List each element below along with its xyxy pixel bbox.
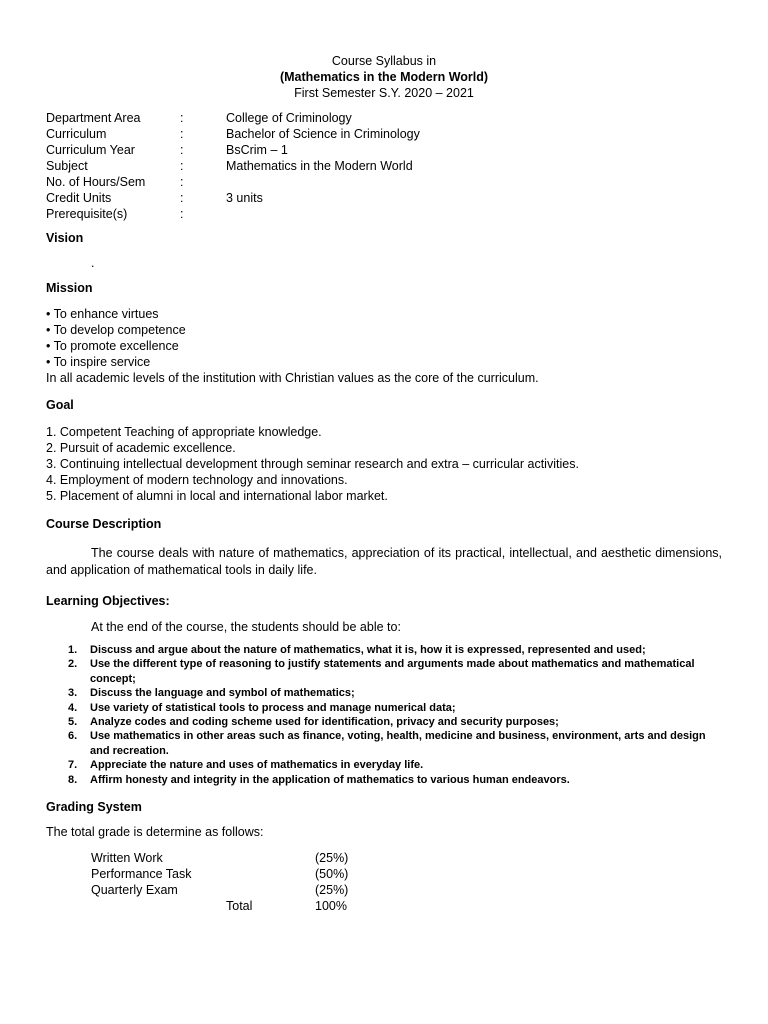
- objective-text: Use mathematics in other areas such as finance, voting, health, medicine and business, environment, arts and design and recreation.: [90, 730, 706, 757]
- header-line-1: Course Syllabus in: [331, 54, 437, 68]
- info-label-hours: No. of Hours/Sem: [46, 175, 146, 189]
- info-value-curriculum: Bachelor of Science in Criminology: [226, 127, 420, 141]
- course-description-text: The course deals with nature of mathematics, appreciation of its practical, intellectual, and aesthetic dimensions, and application of mathematical tools in daily life.: [46, 546, 722, 577]
- grading-intro: The total grade is determine as follows:: [46, 825, 264, 839]
- objective-item: [68, 643, 718, 657]
- objective-item: [68, 715, 718, 729]
- objective-item: [68, 729, 718, 758]
- goal-item: 5. Placement of alumni in local and international labor market.: [46, 489, 388, 503]
- objective-text: Discuss and argue about the nature of mathematics, what it is, how it is expressed, represented and used;: [90, 644, 646, 656]
- mission-bullet: • To promote excellence: [46, 339, 179, 353]
- info-value-subject: Mathematics in the Modern World: [226, 159, 413, 173]
- grade-component-label: Quarterly Exam: [91, 883, 178, 897]
- info-colon: :: [180, 191, 184, 205]
- mission-bullet: • To enhance virtues: [46, 307, 159, 321]
- grading-heading: Grading System: [46, 800, 142, 814]
- objective-number: 7.: [68, 759, 78, 772]
- goal-item: 2. Pursuit of academic excellence.: [46, 441, 236, 455]
- objective-text: Analyze codes and coding scheme used for identification, privacy and security purposes;: [90, 716, 559, 729]
- objective-number: 5.: [68, 716, 78, 729]
- mission-bullet: • To inspire service: [46, 355, 151, 369]
- objective-item: [68, 773, 718, 787]
- info-colon: :: [180, 111, 184, 125]
- objective-number: 3.: [68, 687, 78, 700]
- mission-heading: Mission: [46, 281, 93, 295]
- info-value-department: College of Criminology: [226, 111, 352, 125]
- mission-closing: In all academic levels of the institution with Christian values as the core of the curriculum.: [46, 371, 539, 385]
- objective-text: Discuss the language and symbol of mathematics;: [90, 687, 355, 700]
- info-colon: :: [180, 175, 184, 189]
- objective-number: 8.: [68, 773, 78, 786]
- goal-item: 1. Competent Teaching of appropriate knowledge.: [46, 425, 322, 439]
- course-description-heading: Course Description: [46, 517, 162, 531]
- header-semester: First Semester S.Y. 2020 – 2021: [294, 86, 474, 100]
- goal-item: 3. Continuing intellectual development through seminar research and extra – curricular activities.: [46, 457, 579, 471]
- info-colon: :: [180, 127, 184, 141]
- grade-component-label: Written Work: [91, 851, 163, 865]
- grade-component-value: (25%): [315, 883, 349, 897]
- info-label-curriculum-year: Curriculum Year: [46, 143, 135, 157]
- objective-number: 6.: [68, 730, 78, 743]
- objective-item: [68, 657, 718, 686]
- info-value-curriculum-year: BsCrim – 1: [226, 143, 288, 157]
- objective-text: Use variety of statistical tools to process and manage numerical data;: [90, 701, 456, 714]
- grade-component-label: Performance Task: [91, 867, 192, 881]
- objective-text: Appreciate the nature and uses of mathematics in everyday life.: [90, 759, 424, 772]
- objective-item: [68, 701, 718, 715]
- vision-heading: Vision: [46, 231, 84, 245]
- info-label-subject: Subject: [46, 159, 88, 173]
- info-colon: :: [180, 207, 184, 221]
- info-label-curriculum: Curriculum: [46, 127, 107, 141]
- learning-objectives-list: [68, 643, 718, 787]
- mission-bullet: • To develop competence: [46, 323, 186, 337]
- objective-item: [68, 758, 718, 772]
- learning-objectives-heading: Learning Objectives:: [46, 594, 170, 608]
- header-course-title: (Mathematics in the Modern World): [279, 70, 489, 84]
- objective-item: [68, 686, 718, 700]
- info-colon: :: [180, 159, 184, 173]
- grade-component-value: (50%): [315, 867, 349, 881]
- vision-text: .: [91, 256, 95, 270]
- info-value-credit-units: 3 units: [226, 191, 263, 205]
- grade-component-value: (25%): [315, 851, 349, 865]
- learning-objectives-intro: At the end of the course, the students should be able to:: [91, 620, 401, 634]
- info-label-prerequisites: Prerequisite(s): [46, 207, 128, 221]
- grade-total-value: 100%: [315, 899, 347, 913]
- info-label-department: Department Area: [46, 111, 141, 125]
- goal-heading: Goal: [46, 398, 74, 412]
- goal-item: 4. Employment of modern technology and innovations.: [46, 473, 348, 487]
- objective-text: Use the different type of reasoning to justify statements and arguments made about mathematics and mathematical concept;: [90, 658, 695, 685]
- objective-number: 1.: [68, 644, 78, 656]
- grade-total-label: Total: [226, 899, 253, 913]
- info-label-credit-units: Credit Units: [46, 191, 112, 205]
- objective-number: 4.: [68, 701, 78, 714]
- objective-text: Affirm honesty and integrity in the application of mathematics to various human endeavors.: [90, 773, 570, 786]
- info-colon: :: [180, 143, 184, 157]
- objective-number: 2.: [68, 658, 78, 671]
